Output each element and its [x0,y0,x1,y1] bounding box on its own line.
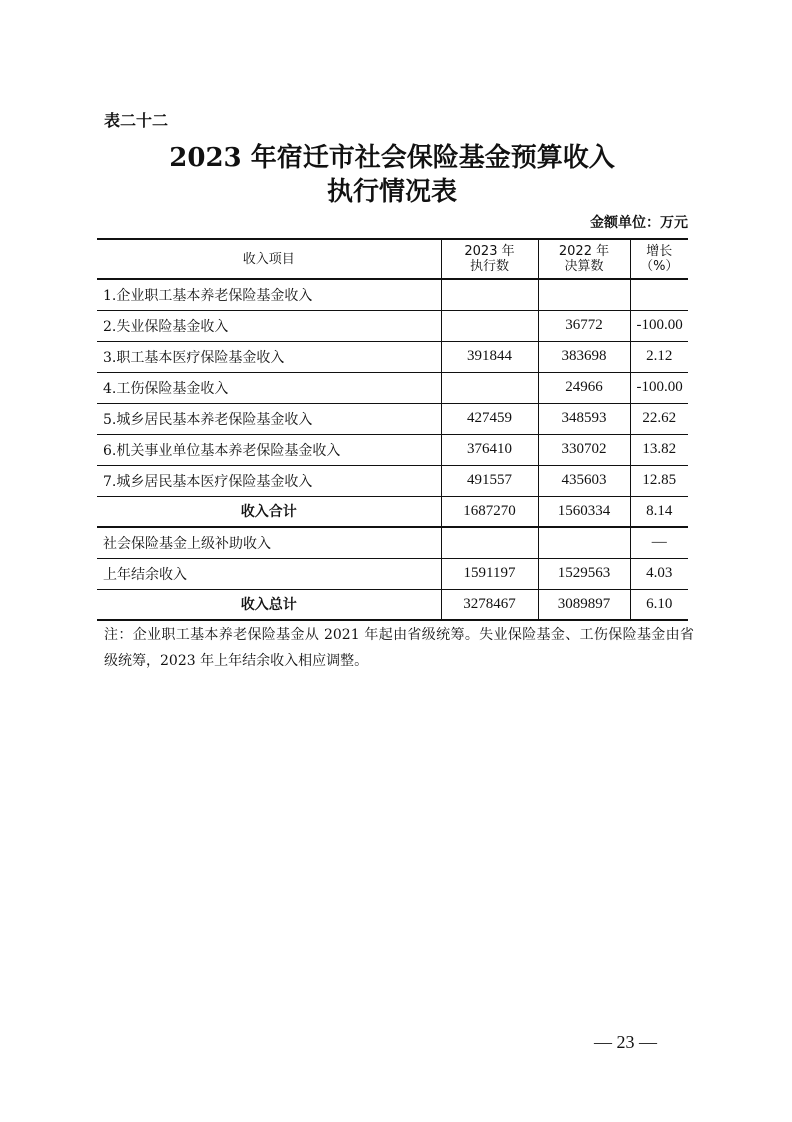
row-2023: 3278467 [441,589,538,620]
page-subtitle: 执行情况表 [326,177,457,207]
row-2023: 391844 [441,341,538,372]
row-2023: 1687270 [441,496,538,527]
row-2022: 1529563 [538,558,630,589]
row-item: 2.失业保险基金收入 [97,310,441,341]
row-item: 3.职工基本医疗保险基金收入 [97,341,441,372]
total-row [97,589,688,620]
table-row [97,372,688,403]
header-2022: 2022 年 决算数 [538,239,630,279]
row-2022: 435603 [538,465,630,496]
row-2023: 376410 [441,434,538,465]
table-row [97,341,688,372]
row-2023: 427459 [441,403,538,434]
row-2022: 330702 [538,434,630,465]
row-2023: 491557 [441,465,538,496]
row-item: 收入合计 [97,496,441,527]
row-2022 [538,279,630,310]
row-2023 [441,279,538,310]
row-2022 [538,527,630,558]
row-2022: 24966 [538,372,630,403]
row-item: 1.企业职工基本养老保险基金收入 [97,279,441,310]
row-2022: 348593 [538,403,630,434]
table-row [97,465,688,496]
table-row [97,310,688,341]
income-table [97,238,688,621]
row-growth: -100.00 [630,310,688,341]
table-note: 注：企业职工基本养老保险基金从 2021 年起由省级统筹。失业保险基金、工伤保险基金由省级统筹，2023 年上年结余收入相应调整。 [104,627,694,669]
row-2022: 1560334 [538,496,630,527]
table-row [97,279,688,310]
table-header-row [97,239,688,279]
header-2023: 2023 年 执行数 [441,239,538,279]
row-2023 [441,310,538,341]
table-label: 表二十二 [104,111,169,130]
row-item: 4.工伤保险基金收入 [97,372,441,403]
row-growth: 6.10 [630,589,688,620]
row-growth: — [630,527,688,558]
row-growth [630,279,688,310]
row-2023: 1591197 [441,558,538,589]
row-2022: 3089897 [538,589,630,620]
row-growth: 22.62 [630,403,688,434]
table-row [97,558,688,589]
header-item: 收入项目 [97,239,441,279]
page-number: — 23 — [594,1032,657,1052]
header-growth: 增长 （%） [630,239,688,279]
row-growth: 2.12 [630,341,688,372]
row-2023 [441,527,538,558]
table-row [97,434,688,465]
table-row [97,527,688,558]
row-item: 收入总计 [97,589,441,620]
row-2023 [441,372,538,403]
row-growth: 8.14 [630,496,688,527]
row-item: 7.城乡居民基本医疗保险基金收入 [97,465,441,496]
page-title: 2023 年宿迁市社会保险基金预算收入 [169,143,615,173]
amount-unit: 金额单位：万元 [590,215,688,231]
row-growth: 4.03 [630,558,688,589]
row-item: 社会保险基金上级补助收入 [97,527,441,558]
subtotal-row [97,496,688,527]
table-row [97,403,688,434]
row-item: 上年结余收入 [97,558,441,589]
row-growth: 12.85 [630,465,688,496]
row-growth: 13.82 [630,434,688,465]
row-growth: -100.00 [630,372,688,403]
row-2022: 383698 [538,341,630,372]
row-item: 6.机关事业单位基本养老保险基金收入 [97,434,441,465]
row-2022: 36772 [538,310,630,341]
row-item: 5.城乡居民基本养老保险基金收入 [97,403,441,434]
